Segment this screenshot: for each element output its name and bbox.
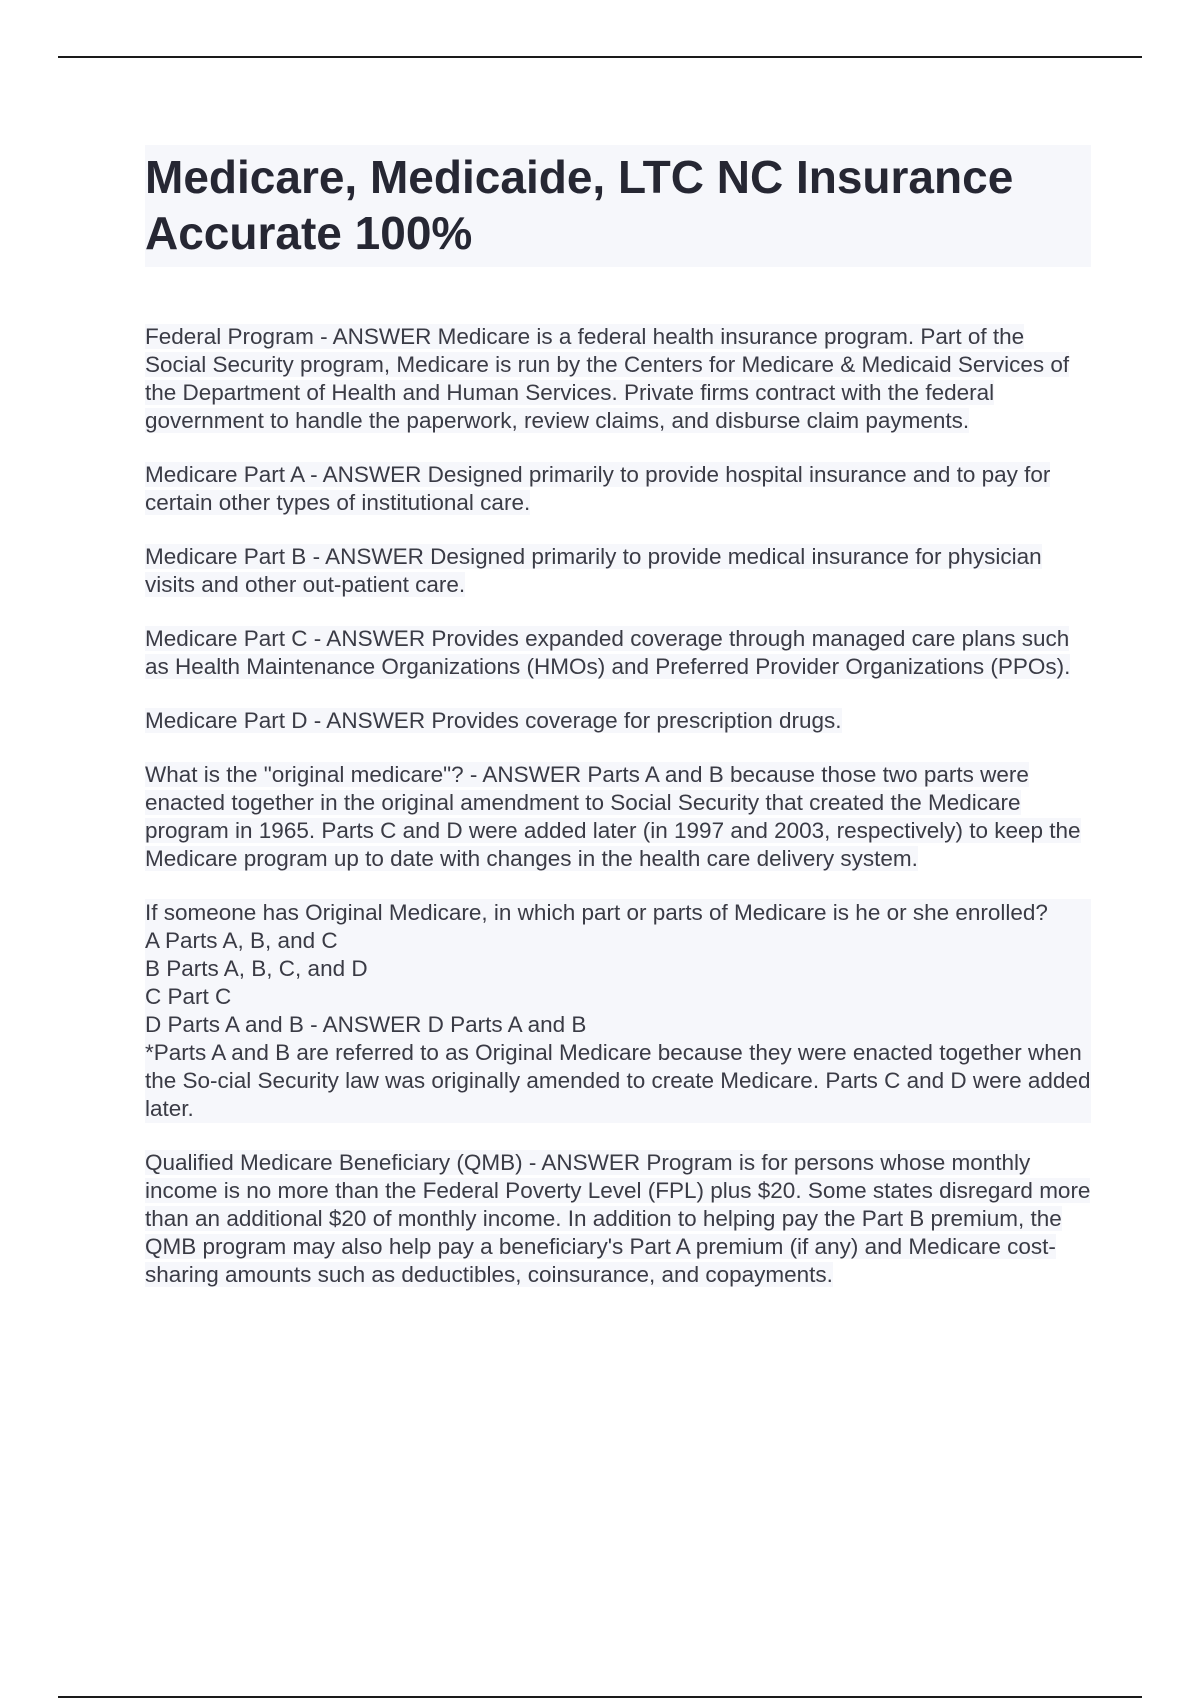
question-option-a: A Parts A, B, and C [145, 927, 1091, 955]
paragraph-medicare-part-d: Medicare Part D - ANSWER Provides coverage for prescription drugs. [145, 708, 842, 733]
question-option-d: D Parts A and B - ANSWER D Parts A and B [145, 1011, 1091, 1039]
paragraph-medicare-part-b: Medicare Part B - ANSWER Designed primarily to provide medical insurance for physician visits and other out-patient care. [145, 544, 1042, 597]
top-rule [58, 56, 1142, 58]
bottom-rule [58, 1696, 1142, 1698]
question-prompt: If someone has Original Medicare, in which part or parts of Medicare is he or she enrolled? [145, 899, 1091, 927]
question-explanation: *Parts A and B are referred to as Original Medicare because they were enacted together when the So-cial Security law was originally amended to create Medicare. Parts C and D were added later. [145, 1040, 1091, 1121]
paragraph-original-medicare: What is the "original medicare"? - ANSWER Parts A and B because those two parts were enacted together in the original amendment to Social Security that created the Medicare program in 1965. Parts C and D were added later (in 1997 and 2003, respectively) to keep the Medicare program up to date with changes in the health care delivery system. [145, 762, 1081, 871]
document-body [145, 323, 1091, 1289]
question-block [145, 899, 1091, 1123]
question-option-b: B Parts A, B, C, and D [145, 955, 1091, 983]
paragraph-qmb: Qualified Medicare Beneficiary (QMB) - ANSWER Program is for persons whose monthly income is no more than the Federal Poverty Level (FPL) plus $20. Some states disregard more than an additional $20 of monthly income. In addition to helping pay the Part B premium, the QMB program may also help pay a beneficiary's Part A premium (if any) and Medicare cost-sharing amounts such as deductibles, coinsurance, and copayments. [145, 1150, 1091, 1287]
document-title: Medicare, Medicaide, LTC NC Insurance Accurate 100% [145, 151, 1014, 259]
title-block [145, 145, 1091, 267]
paragraph-federal-program: Federal Program - ANSWER Medicare is a federal health insurance program. Part of the Social Security program, Medicare is run by the Centers for Medicare & Medicaid Services of the Department of Health and Human Services. Private firms contract with the federal government to handle the paperwork, review claims, and disburse claim payments. [145, 324, 1070, 433]
paragraph-medicare-part-a: Medicare Part A - ANSWER Designed primarily to provide hospital insurance and to pay for certain other types of institutional care. [145, 462, 1051, 515]
document-content [145, 145, 1091, 1315]
question-option-c: C Part C [145, 983, 1091, 1011]
paragraph-medicare-part-c: Medicare Part C - ANSWER Provides expanded coverage through managed care plans such as Health Maintenance Organizations (HMOs) and Preferred Provider Organizations (PPOs). [145, 626, 1071, 679]
